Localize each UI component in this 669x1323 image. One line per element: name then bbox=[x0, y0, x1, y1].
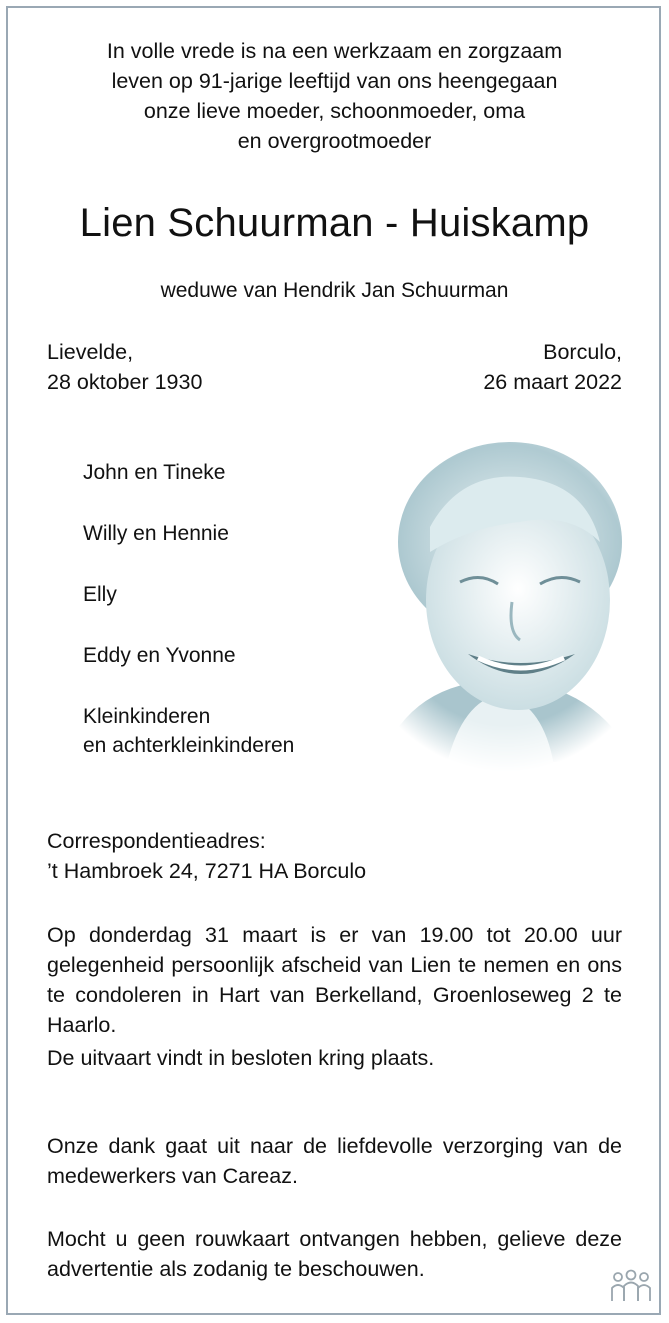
logo-svg bbox=[609, 1268, 653, 1304]
portrait-illustration bbox=[350, 432, 650, 772]
death-info bbox=[483, 337, 622, 397]
family-list bbox=[83, 458, 294, 760]
family-entry bbox=[83, 702, 294, 760]
intro-line: leven op 91-jarige leeftijd van ons heengegaan bbox=[111, 69, 558, 93]
death-place: Borculo, bbox=[543, 340, 622, 364]
death-date: 26 maart 2022 bbox=[483, 370, 622, 394]
intro-text bbox=[40, 36, 629, 156]
family-entry bbox=[83, 580, 294, 609]
family-line: Elly bbox=[83, 583, 117, 606]
family-line: Eddy en Yvonne bbox=[83, 644, 236, 667]
family-entry bbox=[83, 641, 294, 670]
family-line: en achterkleinkinderen bbox=[83, 734, 295, 757]
portrait-photo bbox=[350, 432, 650, 772]
family-line: Kleinkinderen bbox=[83, 705, 211, 728]
family-entry bbox=[83, 458, 294, 487]
correspondence-label: Correspondentieadres: bbox=[47, 829, 266, 853]
birth-info bbox=[47, 337, 202, 397]
thanks-paragraph: Onze dank gaat uit naar de liefdevolle verzorging van de medewerkers van Careaz. bbox=[47, 1134, 622, 1188]
intro-line: onze lieve moeder, schoonmoeder, oma bbox=[143, 99, 526, 123]
intro-line: en overgrootmoeder bbox=[237, 129, 432, 153]
correspondence-street: ’t Hambroek 24, 7271 HA Borculo bbox=[47, 859, 367, 883]
intro-line: In volle vrede is na een werkzaam en zorgzaam bbox=[106, 39, 563, 63]
funeral-paragraph: De uitvaart vindt in besloten kring plaats. bbox=[47, 1046, 435, 1070]
family-line: John en Tineke bbox=[83, 461, 226, 484]
family-entry bbox=[83, 519, 294, 548]
card-notice-paragraph: Mocht u geen rouwkaart ontvangen hebben, gelieve deze advertentie als zodanig te beschouwen. bbox=[47, 1227, 622, 1281]
birth-place: Lievelde, bbox=[47, 340, 134, 364]
widow-line: weduwe van Hendrik Jan Schuurman bbox=[160, 279, 509, 302]
people-group-logo-icon bbox=[609, 1268, 653, 1304]
family-line: Willy en Hennie bbox=[83, 522, 229, 545]
condolence-paragraph: Op donderdag 31 maart is er van 19.00 tot 20.00 uur gelegenheid persoonlijk afscheid van Lien te nemen en ons te condoleren in Hart van Berkelland, Groenloseweg 2 te Haarlo. bbox=[47, 923, 622, 1037]
deceased-name: Lien Schuurman - Huiskamp bbox=[79, 201, 590, 245]
correspondence-address bbox=[47, 826, 366, 886]
birth-date: 28 oktober 1930 bbox=[47, 370, 203, 394]
